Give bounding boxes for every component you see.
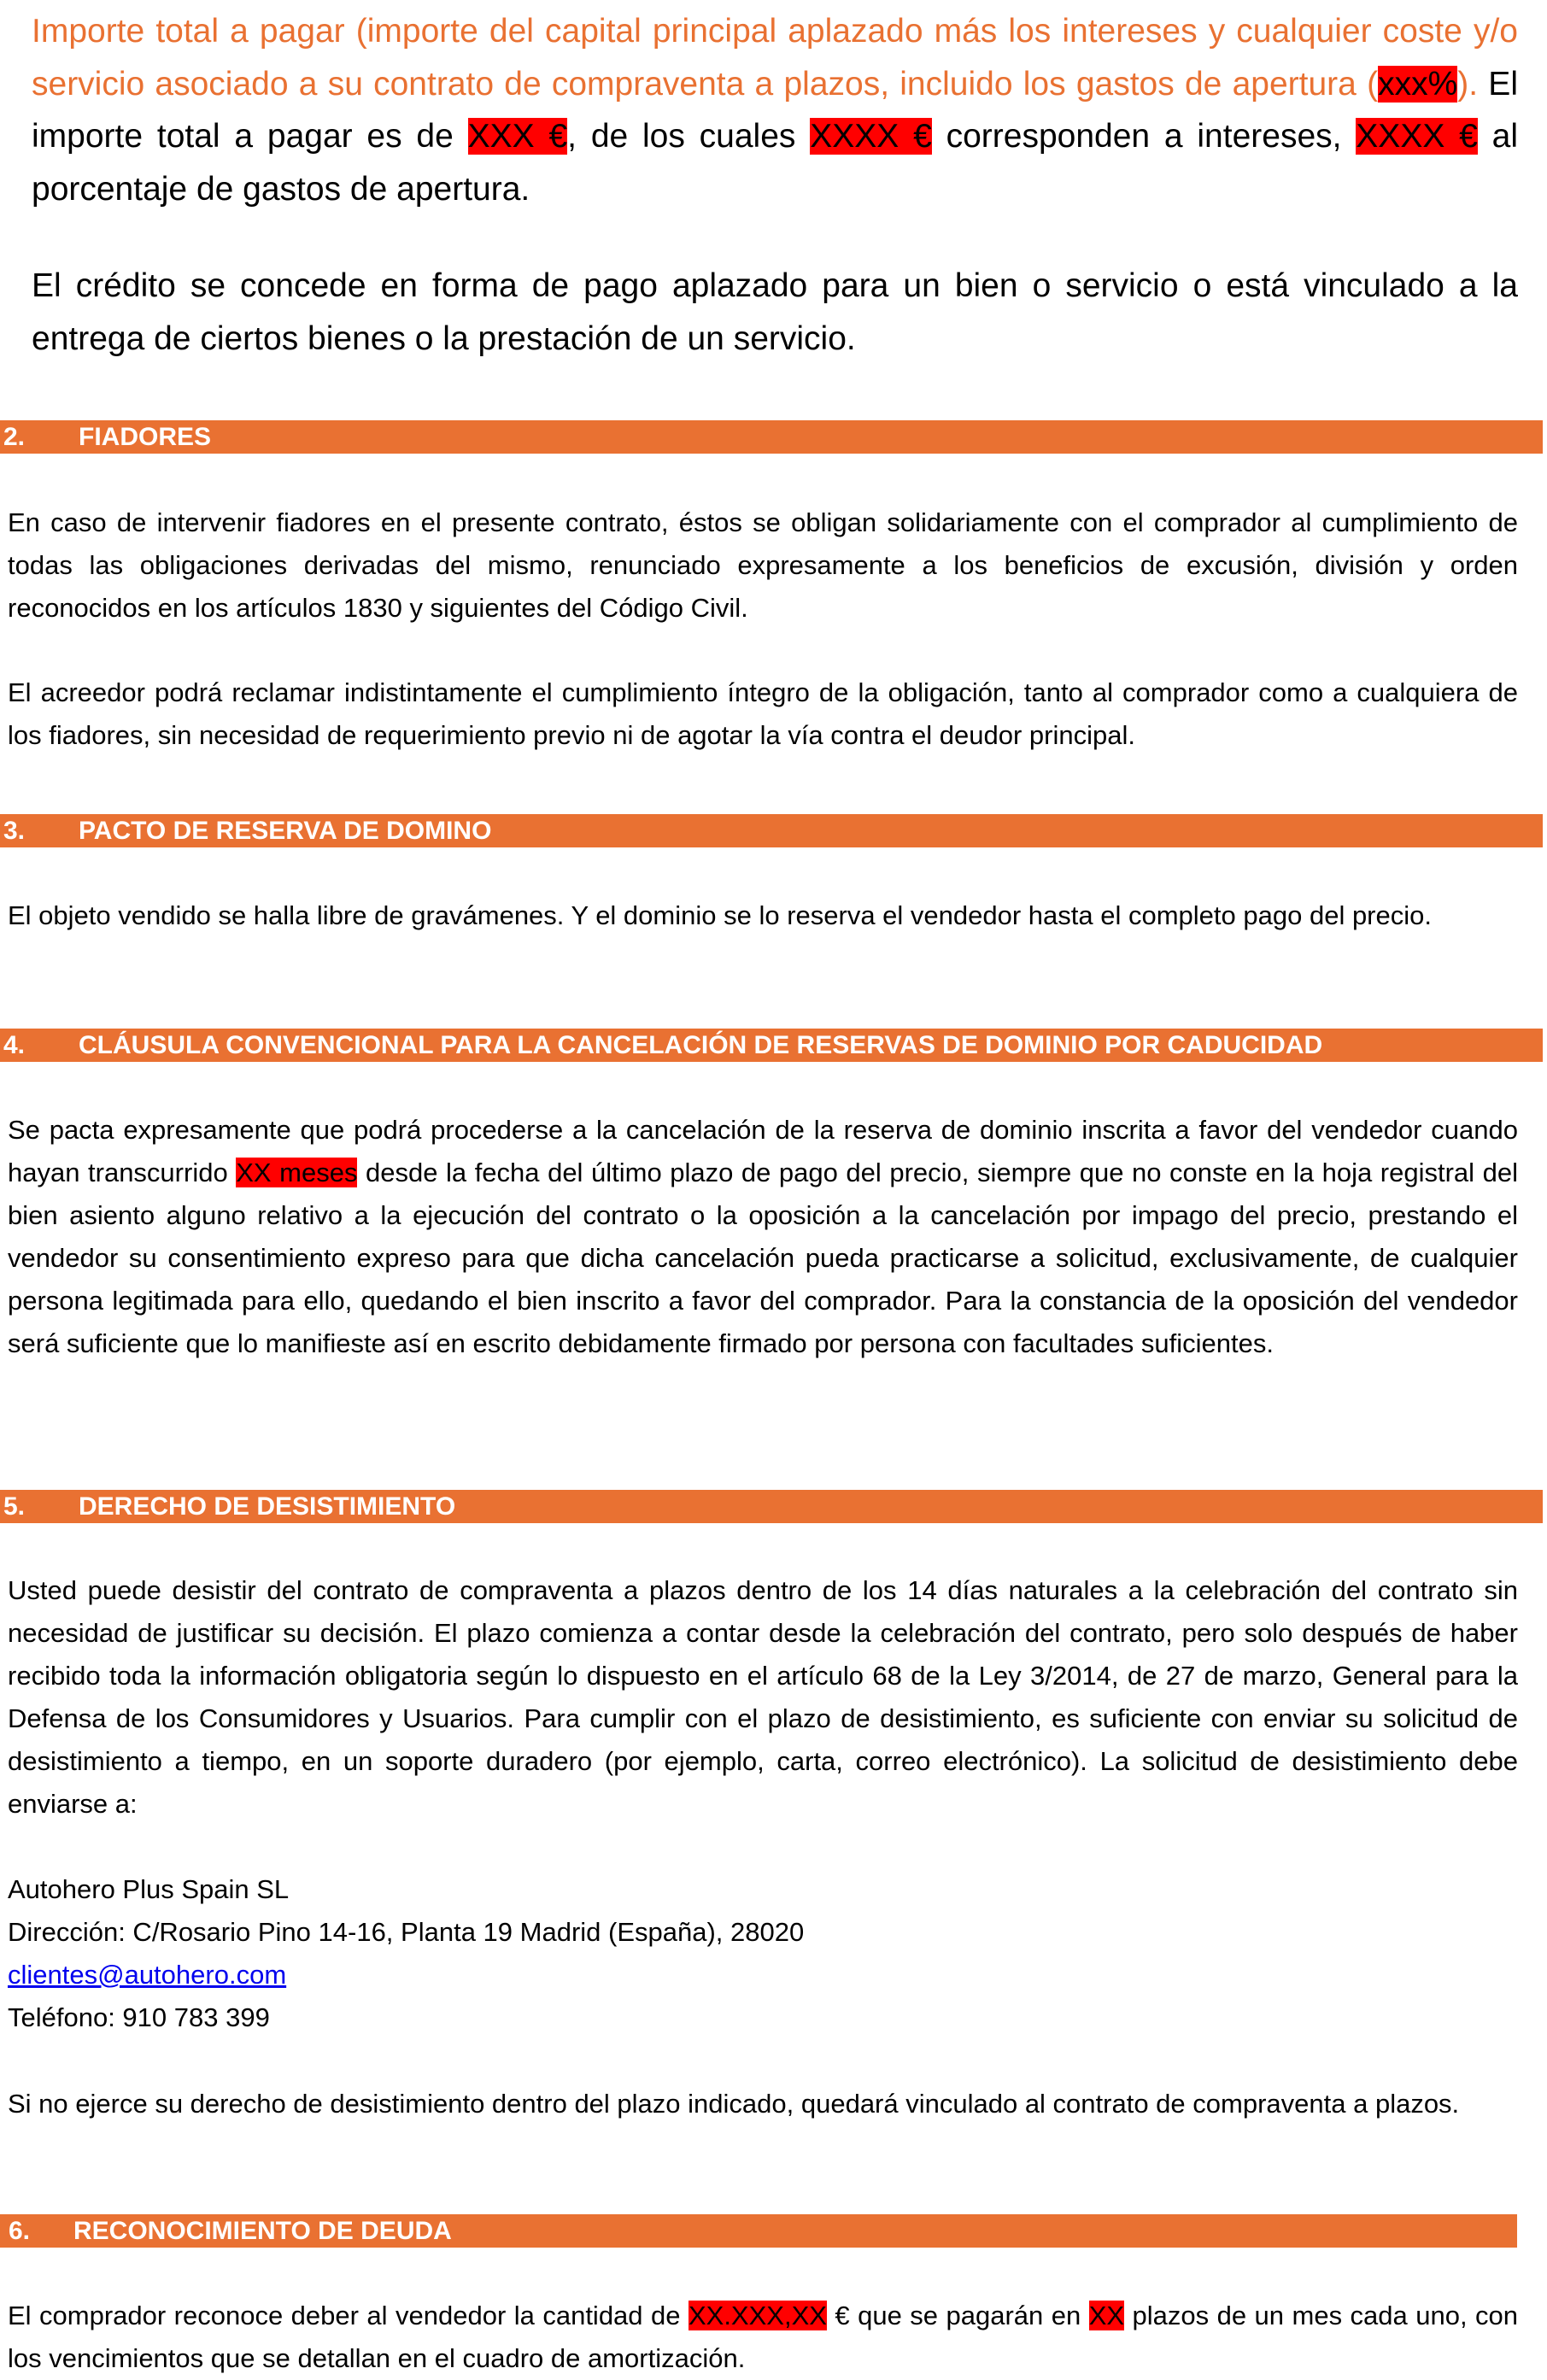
- intro-text-4: al porcentaje de gastos de apertura.: [32, 118, 1519, 208]
- placeholder-fees: XXXX €: [1356, 118, 1478, 155]
- section-number: 5.: [3, 1492, 26, 1521]
- intro-orange-close: ).: [1457, 65, 1479, 103]
- phone-number: Teléfono: 910 783 399: [8, 2002, 270, 2032]
- total-amount-paragraph: [32, 5, 1518, 215]
- deuda-text-a: El comprador reconoce deber al vendedor la cantidad de: [8, 2301, 689, 2330]
- placeholder-months: XX meses: [236, 1158, 358, 1187]
- cancelacion-paragraph: [8, 1109, 1518, 1365]
- placeholder-amount: XX.XXX,XX: [688, 2301, 827, 2330]
- intro-text-1: El importe total a pagar es de: [32, 65, 1518, 155]
- deuda-text-c: plazos de un mes cada uno, con los vencimientos que se detallan en el cuadro de amortización.: [8, 2301, 1519, 2373]
- deuda-paragraph: [8, 2295, 1518, 2380]
- section-header-reserva-dominio: [0, 814, 1543, 847]
- email-link[interactable]: clientes@autohero.com: [8, 1960, 287, 1990]
- section-header-clausula-cancelacion: [0, 1029, 1543, 1062]
- intro-text-3: corresponden a intereses,: [931, 118, 1357, 155]
- cancelacion-text-a: Se pacta expresamente que podrá procederse a la cancelación de la reserva de dominio inscrita a favor del vendedor cuando hayan transcurrido: [8, 1115, 1518, 1187]
- section-header-reconocimiento-deuda: [0, 2214, 1517, 2248]
- section-header-fiadores: [0, 420, 1543, 454]
- section-number: 3.: [3, 817, 26, 845]
- placeholder-percentage: xxx%: [1378, 65, 1458, 103]
- section-header-desistimiento: [0, 1490, 1543, 1523]
- fiadores-paragraph-2: El acreedor podrá reclamar indistintamente el cumplimiento íntegro de la obligación, tanto al comprador como a cualquiera de los fiadores, sin necesidad de requerimiento previo ni de agotar la vía contra el deudor principal.: [8, 677, 1518, 750]
- placeholder-interest: XXXX €: [810, 118, 932, 155]
- fiadores-paragraph-1: En caso de intervenir fiadores en el presente contrato, éstos se obligan solidariamente con el comprador al cumplimiento de todas las obligaciones derivadas del mismo, renunciado expresamente a los beneficios de excusión, división y orden reconocidos en los artículos 1830 y siguientes del Código Civil.: [8, 507, 1518, 623]
- street-address: Dirección: C/Rosario Pino 14-16, Planta 19 Madrid (España), 28020: [8, 1917, 805, 1947]
- credit-paragraph: El crédito se concede en forma de pago aplazado para un bien o servicio o está vinculado a la entrega de ciertos bienes o la prestación de un servicio.: [32, 267, 1518, 357]
- intro-orange-text: Importe total a pagar (importe del capital principal aplazado más los intereses y cualquier coste y/o servicio asociado a su contrato de compraventa a plazos, incluido los gastos de apertura (: [32, 13, 1518, 103]
- section-title: FIADORES: [79, 423, 212, 451]
- placeholder-terms: XX: [1088, 2301, 1125, 2330]
- section-title: PACTO DE RESERVA DE DOMINO: [79, 817, 492, 845]
- reserva-paragraph: El objeto vendido se halla libre de gravámenes. Y el dominio se lo reserva el vendedor hasta el completo pago del precio.: [8, 900, 1432, 930]
- intro-text-2: , de los cuales: [567, 118, 811, 155]
- section-title: CLÁUSULA CONVENCIONAL PARA LA CANCELACIÓN DE RESERVAS DE DOMINIO POR CADUCIDAD: [79, 1031, 1323, 1059]
- section-number: 6.: [9, 2217, 31, 2245]
- cancelacion-text-b: desde la fecha del último plazo de pago del precio, siempre que no conste en la hoja registral del bien asiento alguno relativo a la ejecución del contrato o la oposición a la cancelación por impago del precio, prestando el vendedor su consentimiento expreso para que dicha cancelación pueda practicarse a solicitud, exclusivamente, de cualquier persona legitimada para ello, quedando el bien inscrito a favor del comprador. Para la constancia de la oposición del vendedor será suficiente que lo manifieste así en escrito debidamente firmado por persona con facultades suficientes.: [8, 1158, 1518, 1358]
- section-title: DERECHO DE DESISTIMIENTO: [79, 1492, 456, 1521]
- section-number: 2.: [3, 423, 26, 451]
- desistimiento-paragraph-1: Usted puede desistir del contrato de compraventa a plazos dentro de los 14 días naturales a la celebración del contrato sin necesidad de justificar su decisión. El plazo comienza a contar desde la celebración del contrato, pero solo después de haber recibido toda la información obligatoria según lo dispuesto en el artículo 68 de la Ley 3/2014, de 27 de marzo, General para la Defensa de los Consumidores y Usuarios. Para cumplir con el plazo de desistimiento, es suficiente con enviar su solicitud de desistimiento a tiempo, en un soporte duradero (por ejemplo, carta, correo electrónico). La solicitud de desistimiento debe enviarse a:: [8, 1575, 1518, 1819]
- section-number: 4.: [3, 1031, 26, 1059]
- contact-address-block: [8, 1868, 1518, 2039]
- deuda-text-b: € que se pagarán en: [826, 2301, 1089, 2330]
- section-title: RECONOCIMIENTO DE DEUDA: [73, 2217, 452, 2245]
- placeholder-total: XXX €: [467, 118, 568, 155]
- company-name: Autohero Plus Spain SL: [8, 1874, 290, 1904]
- desistimiento-paragraph-2: Si no ejerce su derecho de desistimiento dentro del plazo indicado, quedará vinculado al contrato de compraventa a plazos.: [8, 2089, 1460, 2119]
